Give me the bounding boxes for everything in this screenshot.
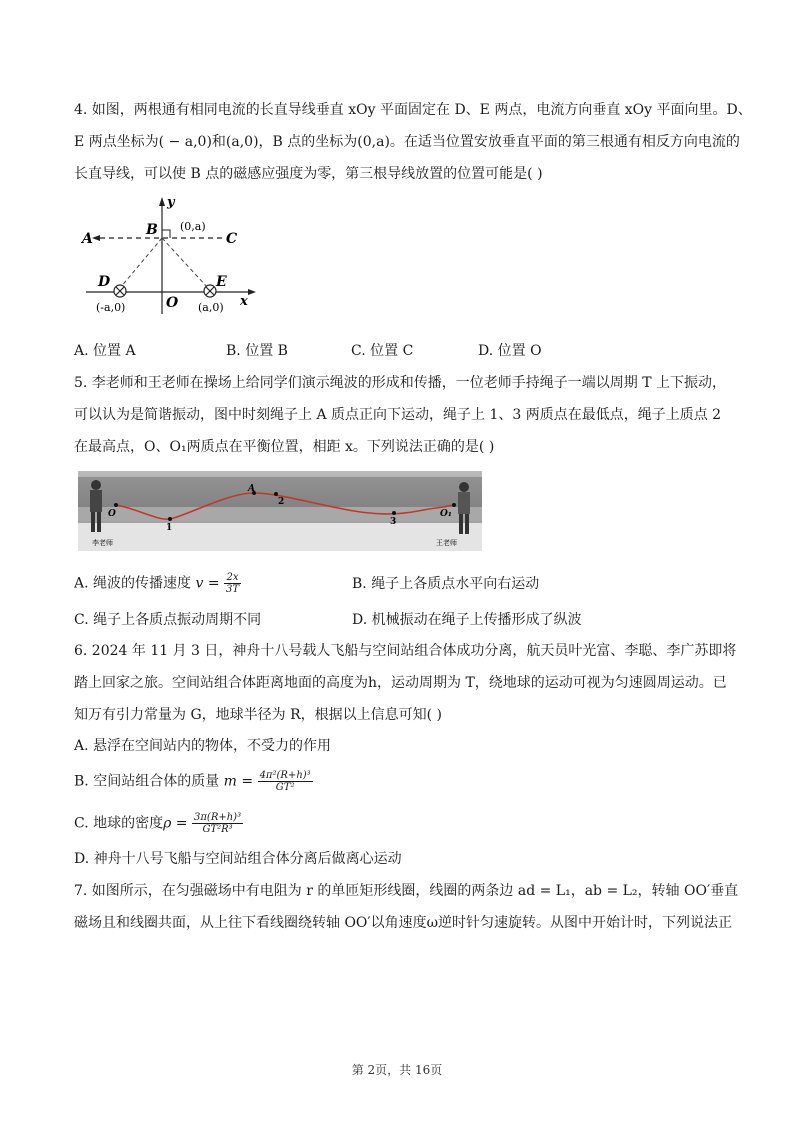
q5-option-d[interactable]: D. 机械振动在绳子上传播形成了纵波 xyxy=(352,612,582,628)
label-E-coord: (a,0) xyxy=(198,301,224,314)
q4-option-c[interactable]: C. 位置 C xyxy=(351,343,414,359)
q6-option-b[interactable] xyxy=(74,770,313,793)
right-angle-mark xyxy=(162,230,170,238)
point-O1 xyxy=(452,503,456,507)
q5-line-1: 5. 李老师和王老师在操场上给同学们演示绳波的形成和传播，一位老师手持绳子一端以周期 T 上下振动， xyxy=(74,375,727,391)
q6-option-c-text: C. 地球的密度 xyxy=(74,815,164,832)
q4-line-1: 4. 如图，两根通有相同电流的长直导线垂直 xOy 平面固定在 D、E 两点，电流方向垂直 xOy 平面向里。D、 xyxy=(74,102,752,118)
label-D: D xyxy=(98,274,111,290)
q6-option-b-text: B. 空间站组合体的质量 xyxy=(74,773,224,790)
q5-option-a[interactable] xyxy=(74,572,241,595)
q6-option-b-fraction: $\frac{\text{4π²(R+h)³}}{\text{GT²}}$ xyxy=(259,770,311,793)
label-D-coord: (-a,0) xyxy=(96,301,126,314)
q5-line-3: 在最高点，O、O₁两质点在平衡位置，相距 x。下列说法正确的是( ) xyxy=(74,439,495,455)
q6-option-c-fraction: $\frac{\text{3π(R+h)³}}{\text{GT²R³}}$ xyxy=(194,812,242,835)
ground-band xyxy=(78,523,482,551)
q6-option-c-var: ρ = xyxy=(163,815,188,832)
q6-option-c[interactable] xyxy=(74,812,243,835)
q6-line-2: 踏上回家之旅。空间站组合体距离地面的高度为h，运动周期为 T，绕地球的运动可视为匀速圆周运动。已 xyxy=(74,675,727,691)
label-O: O xyxy=(166,295,179,311)
line-BD xyxy=(120,238,162,288)
label-A: A xyxy=(248,484,255,494)
q7-line-1: 7. 如图所示，在匀强磁场中有电阻为 r 的单匝矩形线圈，线圈的两条边 ad = L₁，ab = L₂，转轴 OO′垂直 xyxy=(74,883,739,899)
point-O xyxy=(114,503,118,507)
point-3 xyxy=(392,511,396,515)
label-x: x xyxy=(240,294,248,309)
point-2 xyxy=(274,492,278,496)
label-y: y xyxy=(167,195,175,210)
q5-option-a-fraction: $\frac{2x}{3T}$ xyxy=(226,572,240,595)
label-C: C xyxy=(226,231,238,247)
q5-option-a-text: A. 绳波的传播速度 xyxy=(74,575,196,592)
label-3: 3 xyxy=(390,517,397,527)
caption-right: 王老师 xyxy=(436,539,457,547)
q4-magnetic-figure xyxy=(80,192,270,322)
label-O: O xyxy=(108,509,116,519)
caption-left: 李老师 xyxy=(92,539,113,547)
page-footer: 第 2页，共 16页 xyxy=(351,1063,443,1077)
label-B: B xyxy=(146,222,158,238)
label-O1: O₁ xyxy=(440,509,452,519)
field-band xyxy=(78,507,482,521)
q5-option-c[interactable]: C. 绳子上各质点振动周期不同 xyxy=(74,612,262,628)
wire-D-icon xyxy=(114,285,126,297)
q4-option-a[interactable]: A. 位置 A xyxy=(74,343,136,359)
y-axis-arrow xyxy=(159,197,165,206)
q5-line-2: 可以认为是简谐振动，图中时刻绳子上 A 质点正向下运动，绳子上 1、3 两质点在最低点，绳子上质点 2 xyxy=(74,407,722,423)
label-2: 2 xyxy=(278,497,285,507)
label-1: 1 xyxy=(166,523,173,533)
q6-line-1: 6. 2024 年 11 月 3 日，神舟十八号载人飞船与空间站组合体成功分离，航天员叶光富、李聪、李广苏即将 xyxy=(74,643,737,659)
q6-line-3: 知万有引力常量为 G，地球半径为 R，根据以上信息可知( ) xyxy=(74,707,442,723)
q4-line-3: 长直导线，可以使 B 点的磁感应强度为零，第三根导线放置的位置可能是( ) xyxy=(74,166,543,182)
line-BE xyxy=(162,238,208,288)
wire-E-icon xyxy=(204,285,216,297)
q5-option-a-var: v = xyxy=(195,575,220,592)
q4-option-d[interactable]: D. 位置 O xyxy=(478,343,542,359)
q4-line-2: E 两点坐标为( − a,0)和(a,0)，B 点的坐标为(0,a)。在适当位置安放垂直平面的第三根通有相反方向电流的 xyxy=(74,134,740,150)
label-B-coord: (0,a) xyxy=(180,220,206,233)
q6-option-a[interactable]: A. 悬浮在空间站内的物体，不受力的作用 xyxy=(74,738,332,754)
label-E: E xyxy=(216,274,227,290)
q7-line-2: 磁场且和线圈共面，从上往下看线圈绕转轴 OO′以角速度ω逆时针匀速旋转。从图中开始计时，下列说法正 xyxy=(74,915,732,931)
arrow-A xyxy=(92,235,100,241)
q6-option-d[interactable]: D. 神舟十八号飞船与空间站组合体分离后做离心运动 xyxy=(74,851,402,867)
q5-option-b[interactable]: B. 绳子上各质点水平向右运动 xyxy=(352,576,540,592)
q6-option-b-var: m = xyxy=(223,773,254,790)
label-A: A xyxy=(82,231,93,247)
q4-option-b[interactable]: B. 位置 B xyxy=(226,343,288,359)
point-1 xyxy=(168,517,172,521)
q5-rope-wave-photo xyxy=(78,471,482,551)
x-axis-arrow xyxy=(248,289,256,295)
